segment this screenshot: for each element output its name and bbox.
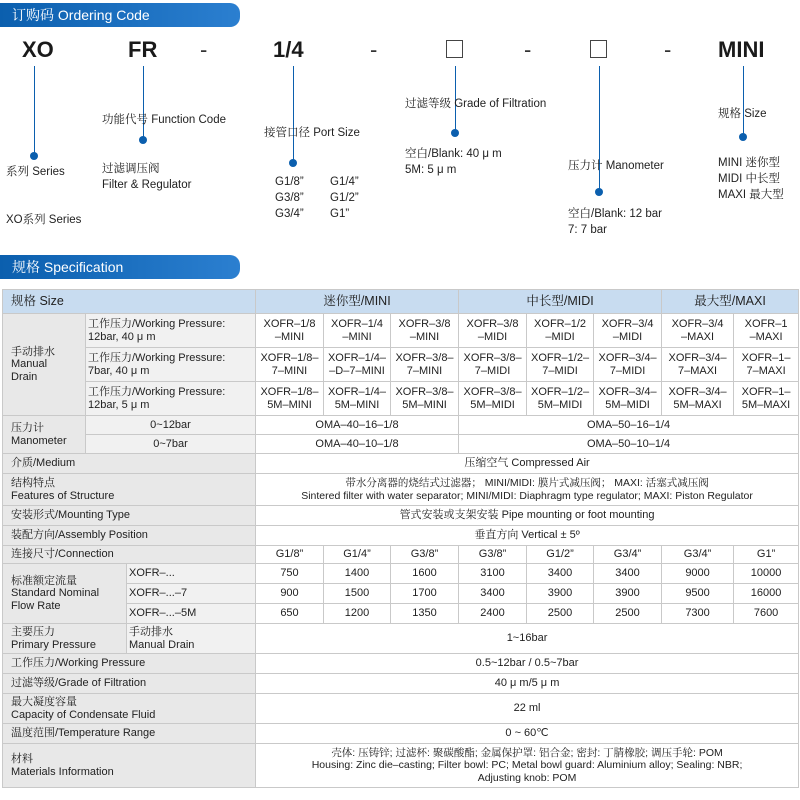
table-row bbox=[3, 382, 799, 416]
connection-cell: G1/8” bbox=[256, 546, 324, 564]
filtration-value: 空白/Blank: 40 μ m bbox=[405, 148, 502, 160]
flow-model: XOFR–... bbox=[127, 564, 256, 584]
flow-cell: 2500 bbox=[527, 604, 594, 624]
th-size: 规格 Size bbox=[3, 290, 256, 314]
table-row bbox=[3, 435, 799, 454]
flow-cell: 1350 bbox=[391, 604, 459, 624]
filtration-label: 过滤等级 Grade of Filtration bbox=[405, 98, 547, 110]
model-cell: XOFR–3/4– 5M–MAXI bbox=[662, 382, 734, 416]
manometer-value: 7: 7 bar bbox=[568, 224, 607, 236]
flow-cell: 900 bbox=[256, 584, 324, 604]
flow-cell: 3900 bbox=[594, 584, 662, 604]
table-header-row bbox=[3, 290, 799, 314]
flow-cell: 7600 bbox=[734, 604, 799, 624]
table-row bbox=[3, 674, 799, 694]
table-row bbox=[3, 724, 799, 744]
code-dash: - bbox=[524, 37, 532, 62]
filtration-value: 5M: 5 μ m bbox=[405, 164, 457, 176]
materials-value: 壳体: 压铸锌; 过滤杯: 聚碳酸酯; 金属保护罩: 铝合金; 密封: 丁腈橡胶; 调压手轮: POM Housing: Zinc die–casting; Filter bowl: PC; Metal bowl guard: Aluminium alloy; Sealing: NBR; Adjusting knob: POM bbox=[256, 744, 799, 788]
working-pressure-label: 工作压力/Working Pressure bbox=[3, 654, 256, 674]
working-pressure-value: 0.5~12bar / 0.5~7bar bbox=[256, 654, 799, 674]
flow-cell: 7300 bbox=[662, 604, 734, 624]
table-row bbox=[3, 654, 799, 674]
code-dash: - bbox=[664, 37, 672, 62]
model-cell: XOFR–1/8– 7–MINI bbox=[256, 348, 324, 382]
flow-cell: 3900 bbox=[527, 584, 594, 604]
table-row bbox=[3, 474, 799, 506]
manometer-model: OMA–40–10–1/8 bbox=[256, 435, 459, 454]
filtration-grade-label: 过滤等级/Grade of Filtration bbox=[3, 674, 256, 694]
code-function: FR bbox=[128, 37, 158, 62]
flow-cell: 3400 bbox=[459, 584, 527, 604]
flow-cell: 2400 bbox=[459, 604, 527, 624]
temperature-value: 0 ~ 60℃ bbox=[256, 724, 799, 744]
model-cell: XOFR–1– 5M–MAXI bbox=[734, 382, 799, 416]
connection-cell: G1” bbox=[734, 546, 799, 564]
table-row bbox=[3, 744, 799, 788]
function-label: 功能代号 Function Code bbox=[102, 114, 226, 126]
table-row bbox=[3, 694, 799, 724]
connector-dot bbox=[139, 136, 147, 144]
ordering-code-header: 订购码 Ordering Code bbox=[0, 3, 240, 27]
connector-line bbox=[34, 66, 35, 156]
code-dash: - bbox=[200, 37, 208, 62]
connector-line bbox=[743, 66, 744, 138]
flow-model: XOFR–...–5M bbox=[127, 604, 256, 624]
flow-cell: 2500 bbox=[594, 604, 662, 624]
connector-dot bbox=[451, 129, 459, 137]
code-filtration-box bbox=[446, 40, 463, 58]
flow-model: XOFR–...–7 bbox=[127, 584, 256, 604]
flow-cell: 750 bbox=[256, 564, 324, 584]
specification-header: 规格 Specification bbox=[0, 255, 240, 279]
manometer-range: 0~12bar bbox=[86, 416, 256, 435]
size-value: MIDI 中长型 bbox=[718, 173, 780, 185]
model-cell: XOFR–1/8– 5M–MINI bbox=[256, 382, 324, 416]
connection-label: 连接尺寸/Connection bbox=[3, 546, 256, 564]
model-cell: XOFR–3/4– 5M–MIDI bbox=[594, 382, 662, 416]
th-midi: 中长型/MIDI bbox=[459, 290, 662, 314]
connector-dot bbox=[739, 133, 747, 141]
assembly-label: 装配方向/Assembly Position bbox=[3, 526, 256, 546]
manometer-model: OMA–40–16–1/8 bbox=[256, 416, 459, 435]
mounting-label: 安装形式/Mounting Type bbox=[3, 506, 256, 526]
manometer-model: OMA–50–16–1/4 bbox=[459, 416, 799, 435]
model-cell: XOFR–3/8– 7–MINI bbox=[391, 348, 459, 382]
port-option: G1” bbox=[330, 208, 350, 220]
flow-cell: 9000 bbox=[662, 564, 734, 584]
connection-cell: G1/2” bbox=[527, 546, 594, 564]
series-value: XO系列 Series bbox=[6, 214, 82, 226]
flow-cell: 3100 bbox=[459, 564, 527, 584]
medium-label: 介质/Medium bbox=[3, 454, 256, 474]
primary-pressure-value: 1~16bar bbox=[256, 624, 799, 654]
model-cell: XOFR–1/8 –MINI bbox=[256, 314, 324, 348]
primary-pressure-label: 主要压力 Primary Pressure bbox=[3, 624, 127, 654]
connector-dot bbox=[289, 159, 297, 167]
specification-table bbox=[2, 289, 799, 788]
manual-drain-label: 手动排水 Manual Drain bbox=[3, 314, 86, 416]
port-option: G1/4” bbox=[330, 176, 359, 188]
condition-cell: 工作压力/Working Pressure: 12bar, 5 μ m bbox=[86, 382, 256, 416]
model-cell: XOFR–3/4– 7–MAXI bbox=[662, 348, 734, 382]
model-cell: XOFR–1/2– 7–MIDI bbox=[527, 348, 594, 382]
model-cell: XOFR–3/4 –MIDI bbox=[594, 314, 662, 348]
table-row bbox=[3, 624, 799, 654]
medium-value: 压缩空气 Compressed Air bbox=[256, 454, 799, 474]
condensate-value: 22 ml bbox=[256, 694, 799, 724]
model-cell: XOFR–1 –MAXI bbox=[734, 314, 799, 348]
connection-cell: G1/4” bbox=[324, 546, 391, 564]
structure-label: 结构特点 Features of Structure bbox=[3, 474, 256, 506]
port-option: G3/8” bbox=[275, 192, 304, 204]
connection-cell: G3/8” bbox=[391, 546, 459, 564]
manometer-model: OMA–50–10–1/4 bbox=[459, 435, 799, 454]
primary-pressure-sub: 手动排水 Manual Drain bbox=[127, 624, 256, 654]
size-value: MINI 迷你型 bbox=[718, 157, 780, 169]
port-option: G1/8” bbox=[275, 176, 304, 188]
mounting-value: 管式安装或支架安装 Pipe mounting or foot mounting bbox=[256, 506, 799, 526]
manometer-label: 压力计 Manometer bbox=[568, 160, 664, 172]
table-row bbox=[3, 506, 799, 526]
flow-cell: 1400 bbox=[324, 564, 391, 584]
table-row bbox=[3, 416, 799, 435]
table-row bbox=[3, 564, 799, 584]
flow-cell: 10000 bbox=[734, 564, 799, 584]
connection-cell: G3/4” bbox=[594, 546, 662, 564]
flow-cell: 9500 bbox=[662, 584, 734, 604]
size-label: 规格 Size bbox=[718, 108, 767, 120]
function-value-en: Filter & Regulator bbox=[102, 179, 192, 191]
model-cell: XOFR–3/4 –MAXI bbox=[662, 314, 734, 348]
model-cell: XOFR–1– 7–MAXI bbox=[734, 348, 799, 382]
assembly-value: 垂直方向 Vertical ± 5º bbox=[256, 526, 799, 546]
connector-line bbox=[293, 66, 294, 162]
flow-cell: 3400 bbox=[527, 564, 594, 584]
flow-cell: 1600 bbox=[391, 564, 459, 584]
table-row bbox=[3, 348, 799, 382]
function-value-cn: 过滤调压阀 bbox=[102, 163, 160, 175]
model-cell: XOFR–1/4 –MINI bbox=[324, 314, 391, 348]
condensate-label: 最大凝度容量 Capacity of Condensate Fluid bbox=[3, 694, 256, 724]
th-maxi: 最大型/MAXI bbox=[662, 290, 799, 314]
flow-cell: 1200 bbox=[324, 604, 391, 624]
condition-cell: 工作压力/Working Pressure: 12bar, 40 μ m bbox=[86, 314, 256, 348]
model-cell: XOFR–3/8– 5M–MIDI bbox=[459, 382, 527, 416]
flow-cell: 3400 bbox=[594, 564, 662, 584]
model-cell: XOFR–1/2 –MIDI bbox=[527, 314, 594, 348]
table-row bbox=[3, 314, 799, 348]
connector-dot bbox=[595, 188, 603, 196]
th-mini: 迷你型/MINI bbox=[256, 290, 459, 314]
port-option: G1/2” bbox=[330, 192, 359, 204]
code-dash: - bbox=[370, 37, 378, 62]
structure-value: 带水分离器的烧结式过滤器； MINI/MIDI: 膜片式减压阀； MAXI: 活塞式减压阀 Sintered filter with water separator; MINI/MIDI: Diaphragm type regulator; MAXI: Piston Regulator bbox=[256, 474, 799, 506]
code-size: MINI bbox=[718, 37, 765, 62]
connection-cell: G3/8” bbox=[459, 546, 527, 564]
flow-cell: 1500 bbox=[324, 584, 391, 604]
model-cell: XOFR–1/4– 5M–MINI bbox=[324, 382, 391, 416]
table-row bbox=[3, 454, 799, 474]
model-cell: XOFR–3/4– 7–MIDI bbox=[594, 348, 662, 382]
condition-cell: 工作压力/Working Pressure: 7bar, 40 μ m bbox=[86, 348, 256, 382]
materials-label: 材料 Materials Information bbox=[3, 744, 256, 788]
model-cell: XOFR–3/8 –MINI bbox=[391, 314, 459, 348]
model-cell: XOFR–3/8– 7–MIDI bbox=[459, 348, 527, 382]
code-port: 1/4 bbox=[273, 37, 304, 62]
code-manometer-box bbox=[590, 40, 607, 58]
flow-cell: 650 bbox=[256, 604, 324, 624]
manometer-label: 压力计 Manometer bbox=[3, 416, 86, 454]
manometer-value: 空白/Blank: 12 bar bbox=[568, 208, 662, 220]
code-series: XO bbox=[22, 37, 54, 62]
model-cell: XOFR–3/8– 5M–MINI bbox=[391, 382, 459, 416]
connector-line bbox=[143, 66, 144, 140]
temperature-label: 温度范围/Temperature Range bbox=[3, 724, 256, 744]
model-cell: XOFR–3/8 –MIDI bbox=[459, 314, 527, 348]
connection-cell: G3/4” bbox=[662, 546, 734, 564]
port-option: G3/4” bbox=[275, 208, 304, 220]
table-row bbox=[3, 526, 799, 546]
flow-label: 标准额定流量 Standard Nominal Flow Rate bbox=[3, 564, 127, 624]
table-row bbox=[3, 546, 799, 564]
filtration-grade-value: 40 μ m/5 μ m bbox=[256, 674, 799, 694]
connector-dot bbox=[30, 152, 38, 160]
manometer-range: 0~7bar bbox=[86, 435, 256, 454]
series-label: 系列 Series bbox=[6, 166, 65, 178]
port-label: 接管口径 Port Size bbox=[264, 127, 360, 139]
model-cell: XOFR–1/2– 5M–MIDI bbox=[527, 382, 594, 416]
size-value: MAXI 最大型 bbox=[718, 189, 784, 201]
model-cell: XOFR–1/4– –D–7–MINI bbox=[324, 348, 391, 382]
flow-cell: 1700 bbox=[391, 584, 459, 604]
flow-cell: 16000 bbox=[734, 584, 799, 604]
